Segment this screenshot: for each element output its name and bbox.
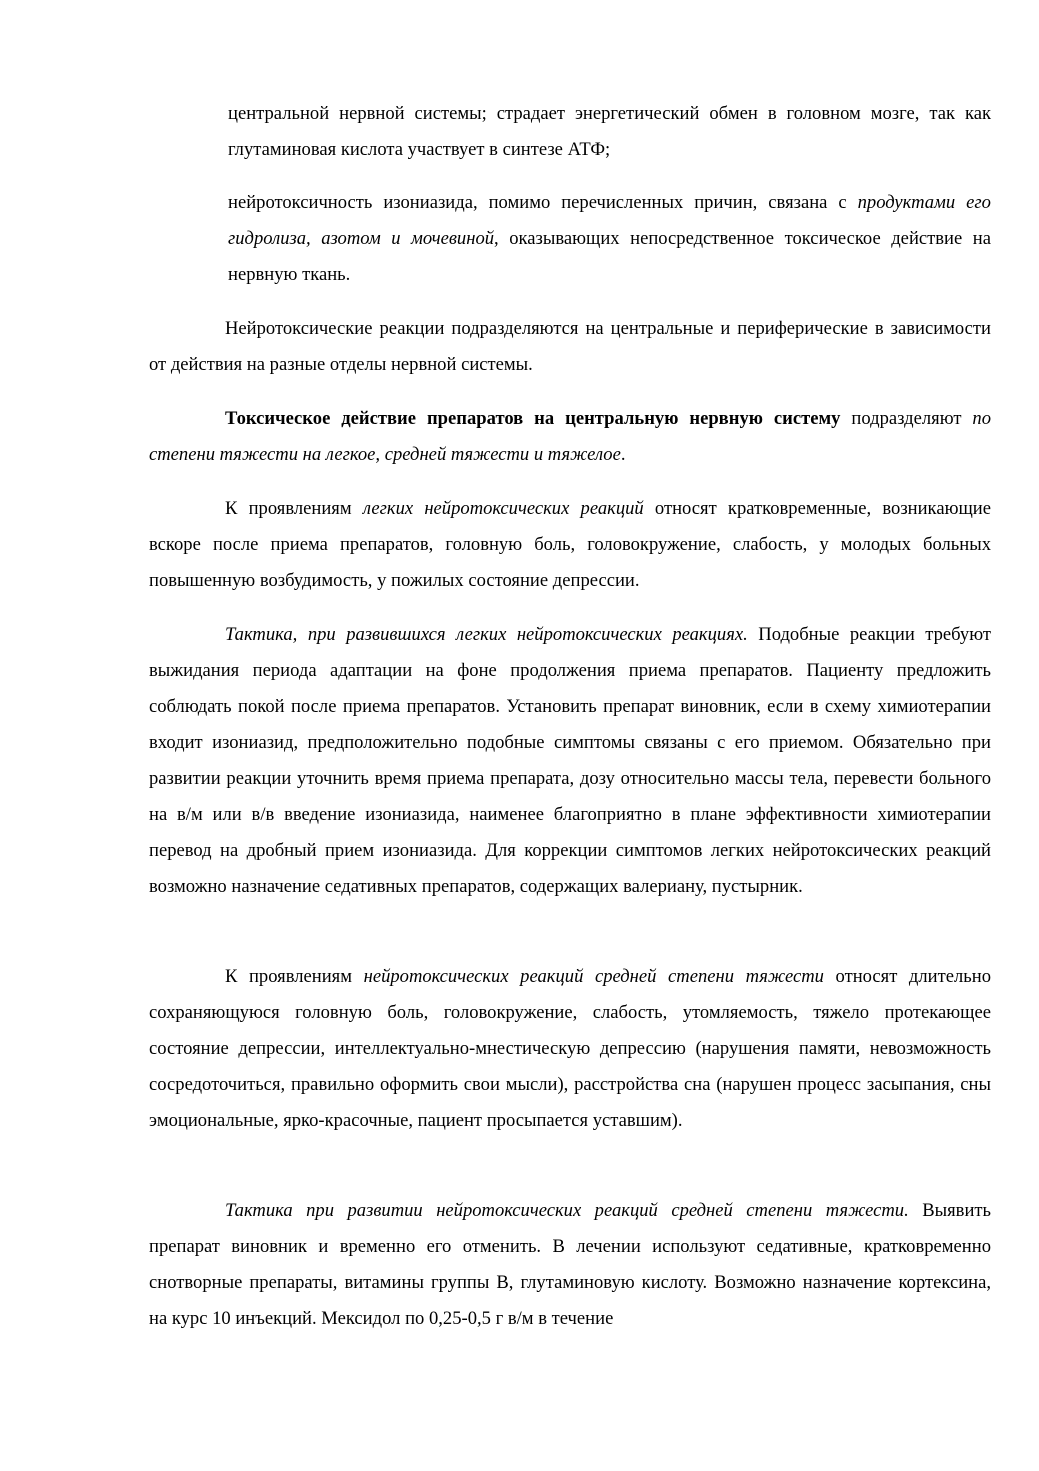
paragraph-italic: Тактика, при развившихся легких нейротоксических реакциях. — [225, 624, 748, 645]
list-item-italic: продуктами его гидролиза, азотом и мочевиной — [228, 192, 991, 249]
list-item-text: центральной нервной системы; страдает энергетический обмен в головном мозге, так как глутаминовая кислота участвует в синтезе АТФ; — [228, 103, 991, 160]
paragraph-tail: относят длительно сохраняющуюся головную боль, головокружение, слабость, утомляемость, тяжело протекающее состояние депрессии, интеллектуально-мнестическую депрессию (нарушения памяти, невозможность сосредоточиться, правильно оформить свои мысли), расстройства сна (нарушен процесс засыпания, сны эмоциональные, ярко-красочные, пациент просыпается уставшим). — [149, 966, 991, 1131]
paragraph-tail: относят кратковременные, возникающие вскоре после приема препаратов, головную боль, головокружение, слабость, у молодых больных повышенную возбудимость, у пожилых состояние депрессии. — [149, 498, 991, 591]
paragraph-moderate-tactics — [149, 1193, 991, 1337]
paragraph-mild-tactics — [149, 617, 991, 905]
paragraph-italic: нейротоксических реакций средней степени тяжести — [363, 966, 824, 987]
paragraph-italic: легких нейротоксических реакций — [362, 498, 644, 519]
paragraph-tail: Подобные реакции требуют выжидания периода адаптации на фоне продолжения приема препаратов. Пациенту предложить соблюдать покой после приема препаратов. Установить препарат виновник, если в схему химиотерапии входит изониазид, предположительно подобные симптомы связаны с его приемом. Обязательно при развитии реакции уточнить время приема препарата, дозу относительно массы тела, перевести больного на в/м или в/в введение изониазида, наименее благоприятно в плане эффективности химиотерапии перевод на дробный прием изониазида. Для коррекции симптомов легких нейротоксических реакций возможно назначение седативных препаратов, содержащих валериану, пустырник. — [149, 624, 991, 897]
paragraph-tail: Выявить препарат виновник и временно его отменить. В лечении используют седативные, кратковременно снотворные препараты, витамины группы В, глутаминовую кислоту. Возможно назначение кортексина, на курс 10 инъекций. Мексидол по 0,25-0,5 г в/м в течение — [149, 1200, 991, 1329]
paragraph-bold: Токсическое действие препаратов на центральную нервную систему — [225, 408, 841, 429]
paragraph-lead: К проявлениям — [225, 966, 364, 987]
list-item-cns-energy — [228, 96, 991, 168]
paragraph-lead: К проявлениям — [225, 498, 363, 519]
paragraph-mid: подразделяют — [840, 408, 973, 429]
paragraph-italic: Тактика при развитии нейротоксических реакций средней степени тяжести. — [225, 1200, 909, 1221]
paragraph-tail: . — [620, 444, 626, 465]
paragraph-italic: по степени тяжести на легкое, средней тяжести и тяжелое — [149, 408, 991, 465]
list-item-lead: нейротоксичность изониазида, помимо перечисленных причин, связана с — [228, 192, 858, 213]
paragraph-text: Нейротоксические реакции подразделяются на центральные и периферические в зависимости от действия на разные отделы нервной системы. — [149, 318, 991, 375]
paragraph-moderate-reactions — [149, 959, 991, 1139]
paragraph-cns-toxicity — [149, 401, 991, 473]
list-item-tail: , оказывающих непосредственное токсическое действие на нервную ткань. — [228, 228, 991, 285]
paragraph-mild-reactions — [149, 491, 991, 599]
list-item-isoniazid-neurotoxicity — [228, 185, 991, 293]
paragraph-classification — [149, 311, 991, 383]
